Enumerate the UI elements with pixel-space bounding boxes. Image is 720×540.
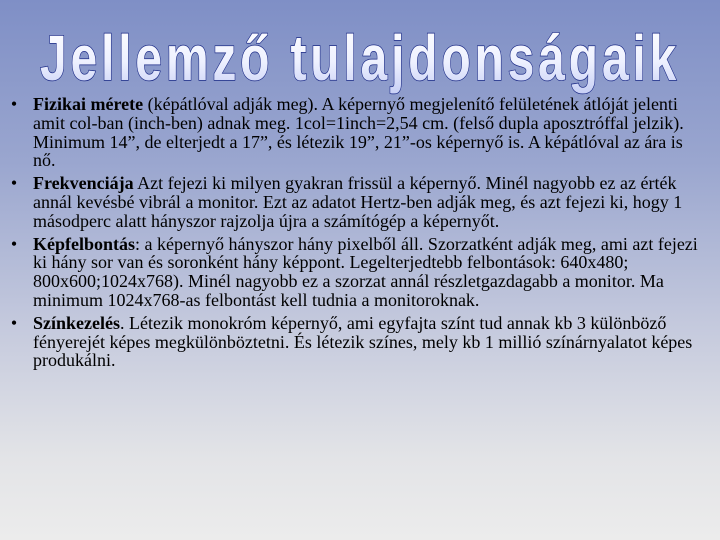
bullet-item-color <box>8 314 708 370</box>
bullet-text: : a képernyő hányszor hány pixelből áll. Szorzatként adják meg, ami azt fejezi ki hány sor van és soronként hány képpont. Legelterjedtebb felbontások: 640x480; 800x600;1024x768). Minél nagyobb ez a szorzat annál részletgazdagabb a monitor. Ma minimum 1024x768-as felbontást kell tudnia a monitoroknak. <box>33 233 698 310</box>
bullet-icon: • <box>10 233 18 254</box>
bullet-list <box>8 95 708 370</box>
bullet-term: Frekvenciája <box>33 173 134 194</box>
bullet-icon: • <box>10 94 18 114</box>
title-wordart <box>30 4 690 96</box>
bullet-text: Azt fejezi ki milyen gyakran frissül a képernyő. Minél nagyobb ez az érték annál kevésbé vibrál a monitor. Ezt az adatot Hertz-ben adják meg, és azt fejezi ki, hogy 1 másodperc alatt hányszor rajzolja újra a számítógép a képernyőt. <box>33 173 683 231</box>
bullet-item-resolution <box>8 235 708 310</box>
bullet-term: Képfelbontás <box>33 233 136 254</box>
bullet-item-frequency <box>8 174 708 230</box>
bullet-text: (képátlóval adják meg). A képernyő megjelenítő felületének átlóját jelenti amit col-ban (inch-ben) adnak meg. 1col=1inch=2,54 cm. (felső dupla aposztróffal jelzik). Minimum 14”, de elterjedt a 17”, és létezik 19”, 21”-os képernyő is. A képátlóval az ára is nő. <box>33 94 684 171</box>
bullet-icon: • <box>10 312 18 333</box>
bullet-text: . Létezik monokróm képernyő, ami egyfajta színt tud annak kb 3 különböző fényerejét képes megkülönböztetni. És létezik színes, mely kb 1 millió színárnyalatot képes produkálni. <box>33 312 693 371</box>
title-text: Jellemző tulajdonságaik <box>40 22 680 94</box>
bullet-term: Fizikai mérete <box>33 94 144 114</box>
slide-title <box>30 4 690 96</box>
bullet-icon: • <box>10 173 18 194</box>
bullet-item-size <box>8 95 708 170</box>
slide-body <box>8 95 708 374</box>
bullet-term: Színkezelés <box>33 312 120 333</box>
